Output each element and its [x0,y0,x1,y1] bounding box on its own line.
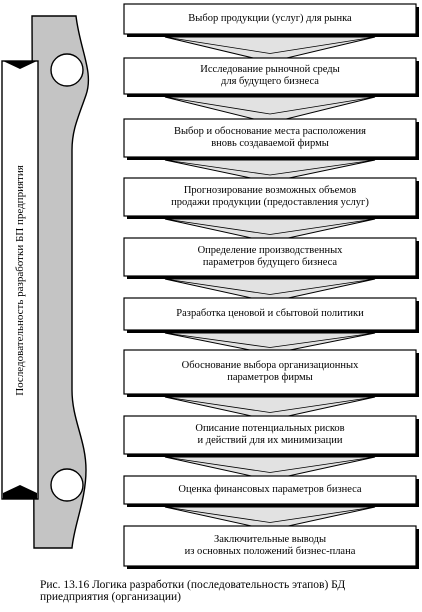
step-label: Разработка ценовой и сбытовой политики [176,308,364,319]
scroll-top-circle [51,54,83,86]
step-label: Оценка финансовых параметров бизнеса [178,484,362,495]
step-box [124,119,416,157]
step-label: Заключительные выводы из основных положений бизнес-плана [184,534,356,557]
side-label-text: Последовательность разработки БП предприятия [13,164,26,396]
figure-caption: Рис. 13.16 Логика разработки (последовательность этапов) БД приедприятия (организации) [40,579,346,603]
step-label: Выбор и обоснование места расположения вновь создаваемой фирмы [173,126,366,149]
step-box [124,416,416,454]
step-box [124,4,416,34]
step-box [124,476,416,504]
step-label: Прогнозирование возможных объемов продажи продукции (предоставления услуг) [171,185,369,208]
step-label: Описание потенциальных рисков и действий для их минимизации [195,423,345,446]
step-box [124,58,416,94]
step-box [124,298,416,330]
step-box [124,238,416,276]
step-box [124,350,416,394]
step-label: Обоснование выбора организационных параметров фирмы [181,360,359,383]
side-label [2,69,38,491]
step-box [124,526,416,566]
step-label: Выбор продукции (услуг) для рынка [188,13,352,24]
step-label: Исследование рыночной среды для будущего бизнеса [200,64,340,87]
step-label: Определение производственных параметров будущего бизнеса [197,245,343,268]
step-box [124,178,416,216]
scroll-backbone [32,16,88,548]
scroll-bottom-circle [51,469,83,501]
